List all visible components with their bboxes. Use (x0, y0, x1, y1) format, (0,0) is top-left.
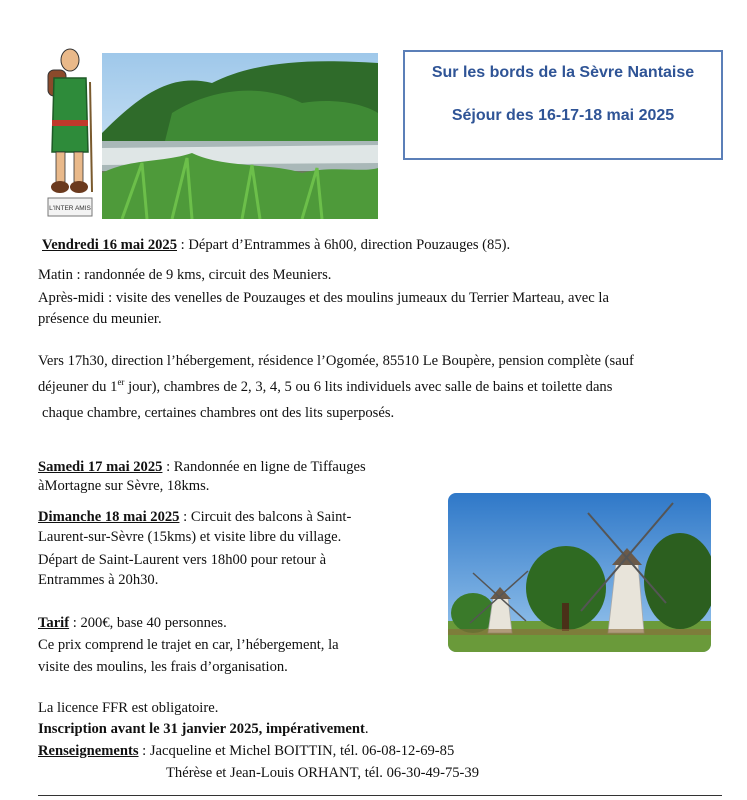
sunday-line-4: Entrammes à 20h30. (38, 572, 159, 588)
footer-divider (38, 795, 722, 796)
saturday-text: : Randonnée en ligne de Tiffauges (162, 459, 366, 475)
friday-morning: Matin : randonnée de 9 kms, circuit des Meuniers. (38, 267, 332, 283)
tarif-detail-2: visite des moulins, les frais d’organisation. (38, 659, 288, 675)
sunday-line-3: Départ de Saint-Laurent vers 18h00 pour retour à (38, 552, 327, 568)
sunday-date: Dimanche 18 mai 2025 (38, 509, 180, 525)
saturday-line-2: àMortagne sur Sèvre, 18kms. (38, 478, 210, 494)
tarif-label: Tarif (38, 615, 70, 631)
inscription-deadline: Inscription avant le 31 janvier 2025, impérativement (38, 721, 365, 737)
mascot-badge-text: L'INTER AMIS (49, 205, 91, 212)
inscription-period: . (364, 721, 369, 737)
sunday-text: : Circuit des balcons à Saint- (179, 509, 352, 525)
tarif-text: : 200€, base 40 personnes. (69, 615, 227, 631)
windmills-photo (448, 493, 711, 652)
friday-text: : Départ d’Entrammes à 6h00, direction Pouzauges (85). (177, 237, 511, 253)
river-photo (102, 53, 378, 219)
event-title: Sur les bords de la Sèvre Nantaise (431, 64, 695, 81)
hiker-mascot-illustration (40, 42, 98, 220)
friday-lodging-1: Vers 17h30, direction l’hébergement, résidence l’Ogomée, 85510 Le Boupère, pension complète (sauf (38, 353, 634, 369)
tarif-detail-1: Ce prix comprend le trajet en car, l’hébergement, la (38, 637, 339, 653)
contact-boittin: : Jacqueline et Michel BOITTIN, tél. 06-08-12-69-85 (138, 743, 455, 759)
friday-date: Vendredi 16 mai 2025 (42, 237, 178, 253)
event-dates: Séjour des 16-17-18 mai 2025 (451, 107, 675, 124)
saturday-date: Samedi 17 mai 2025 (38, 459, 163, 475)
lodging-text-part-a: déjeuner du 1 (38, 379, 118, 395)
contacts-label: Renseignements (38, 743, 139, 759)
lodging-superscript: er (117, 377, 125, 388)
sunday-line-2: Laurent-sur-Sèvre (15kms) et visite libre du village. (38, 529, 342, 545)
lodging-text-part-b: jour), chambres de 2, 3, 4, 5 ou 6 lits individuels avec salle de bains et toilette dans (124, 379, 613, 395)
friday-afternoon-2: présence du meunier. (38, 311, 162, 327)
contact-orhant: Thérèse et Jean-Louis ORHANT, tél. 06-30-49-75-39 (166, 765, 480, 781)
friday-lodging-3: chaque chambre, certaines chambres ont des lits superposés. (42, 405, 395, 421)
friday-line (42, 232, 510, 258)
friday-lodging-2 (38, 374, 612, 400)
licence-note: La licence FFR est obligatoire. (38, 700, 219, 716)
friday-afternoon-1: Après-midi : visite des venelles de Pouzauges et des moulins jumeaux du Terrier Marteau, avec la (38, 290, 609, 306)
title-box (403, 50, 723, 160)
